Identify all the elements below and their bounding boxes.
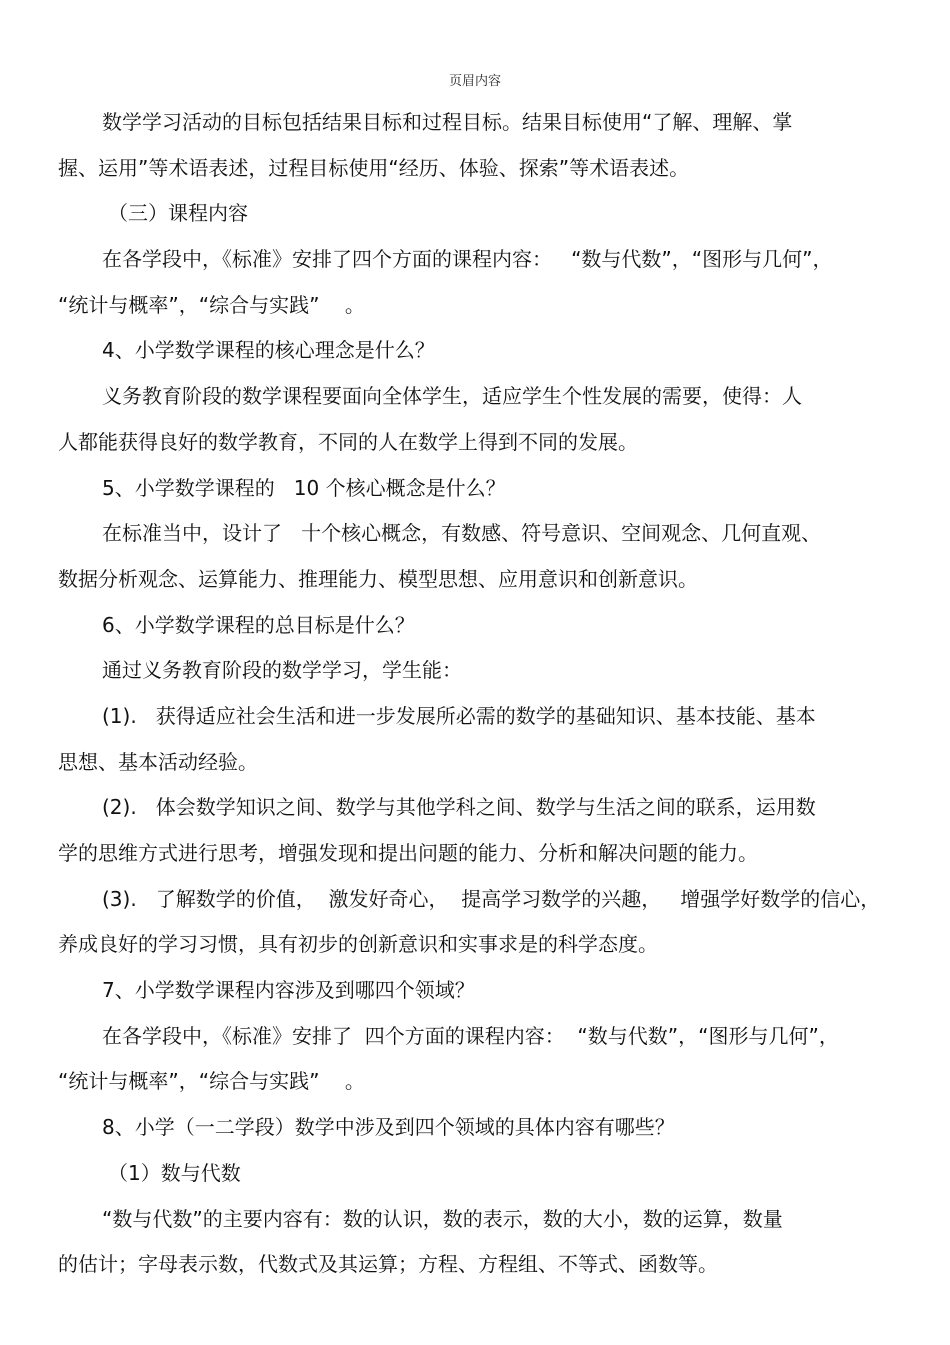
page-header: 页眉内容	[448, 74, 501, 89]
section-heading: （三）课程内容	[108, 201, 248, 226]
text-line: “数与代数”的主要内容有：数的认识，数的表示，数的大小，数的运算，数量	[102, 1206, 783, 1231]
text-line: “统计与概率”，“综合与实践” 。	[58, 1069, 365, 1094]
text-line: 在各学段中，《标准》安排了四个方面的课程内容： “数与代数”，“图形与几何”，	[102, 247, 833, 272]
text-line: 学的思维方式进行思考，增强发现和提出问题的能力、分析和解决问题的能力。	[58, 841, 758, 865]
text-line: 通过义务教育阶段的数学学习，学生能：	[102, 658, 462, 683]
list-item: (2). 体会数学知识之间、数学与其他学科之间、数学与生活之间的联系，运用数	[102, 795, 816, 820]
text-line: 在标准当中，设计了 十个核心概念，有数感、符号意识、空间观念、几何直观、	[102, 521, 822, 546]
text-line: 思想、基本活动经验。	[58, 749, 258, 774]
text-line: 人都能获得良好的数学教育，不同的人在数学上得到不同的发展。	[58, 429, 638, 454]
text-line: “统计与概率”，“综合与实践” 。	[58, 292, 365, 317]
question-heading: 6、小学数学课程的总目标是什么？	[102, 612, 415, 637]
text-line: 在各学段中，《标准》安排了 四个方面的课程内容： “数与代数”，“图形与几何”，	[102, 1023, 839, 1048]
list-item: (3). 了解数学的价值， 激发好奇心， 提高学习数学的兴趣， 增强学好数学的信心，	[102, 886, 881, 911]
text-line: 的估计；字母表示数，代数式及其运算；方程、方程组、不等式、函数等。	[58, 1252, 718, 1277]
question-heading: 7、小学数学课程内容涉及到哪四个领域？	[102, 978, 475, 1003]
question-heading: 8、小学（一二学段）数学中涉及到四个领域的具体内容有哪些？	[102, 1115, 675, 1140]
text-line: 义务教育阶段的数学课程要面向全体学生，适应学生个性发展的需要，使得：人	[102, 384, 802, 409]
question-heading: 5、小学数学课程的 10 个核心概念是什么？	[102, 475, 506, 500]
text-line: 数学学习活动的目标包括结果目标和过程目标。结果目标使用“了解、理解、掌	[102, 110, 793, 134]
text-line: 数据分析观念、运算能力、推理能力、模型思想、应用意识和创新意识。	[58, 566, 698, 591]
subsection-heading: （1）数与代数	[108, 1160, 241, 1185]
list-item: (1). 获得适应社会生活和进一步发展所必需的数学的基础知识、基本技能、基本	[102, 703, 816, 728]
document-body	[58, 100, 898, 1288]
question-heading: 4、小学数学课程的核心理念是什么？	[102, 338, 435, 363]
text-line: 养成良好的学习习惯，具有初步的创新意识和实事求是的科学态度。	[58, 932, 658, 957]
text-line: 握、运用”等术语表述，过程目标使用“经历、体验、探索”等术语表述。	[58, 155, 690, 180]
